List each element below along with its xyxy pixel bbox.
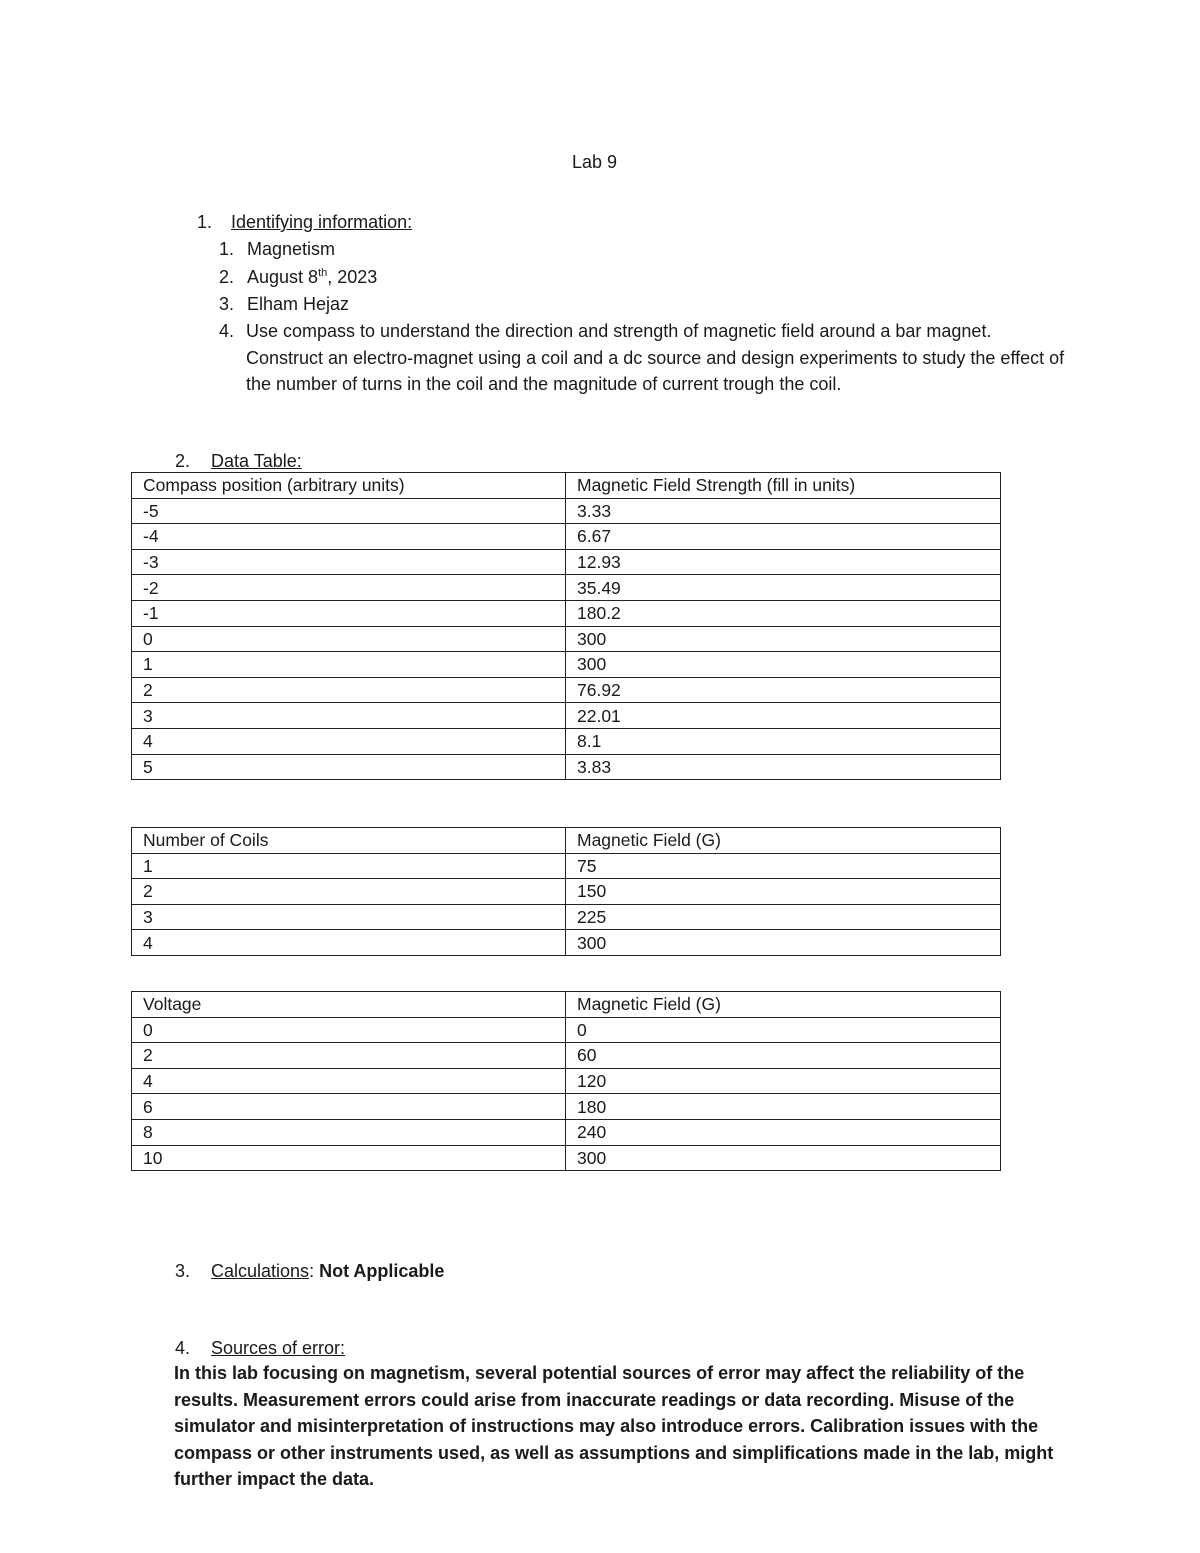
table-row (132, 1068, 1001, 1094)
table-header-cell: Magnetic Field Strength (fill in units) (566, 473, 1001, 499)
table-row (132, 904, 1001, 930)
list-item-number: 1. (219, 239, 235, 259)
table-cell: 0 (566, 1017, 1001, 1043)
section-colon: : (309, 1261, 315, 1281)
table-row (132, 549, 1001, 575)
table-cell: 2 (132, 1043, 566, 1069)
table-row (132, 1145, 1001, 1171)
date-text: August 8 (247, 267, 319, 287)
table-cell: 10 (132, 1145, 566, 1171)
table-header-row (132, 473, 1001, 499)
table-cell: 225 (566, 904, 1001, 930)
table-row (132, 652, 1001, 678)
list-item (219, 236, 335, 262)
table-cell: 0 (132, 1017, 566, 1043)
table-header-cell: Magnetic Field (G) (566, 992, 1001, 1018)
section-heading: Data Table: (211, 451, 302, 471)
table-row (132, 600, 1001, 626)
table-cell: 2 (132, 677, 566, 703)
table-cell: 150 (566, 879, 1001, 905)
table-cell: 75 (566, 853, 1001, 879)
table-row (132, 754, 1001, 780)
table-row (132, 1094, 1001, 1120)
section-heading: Calculations (211, 1261, 310, 1281)
table-row (132, 1043, 1001, 1069)
table-row (132, 524, 1001, 550)
table-row (132, 1017, 1001, 1043)
voltage-field-table (131, 991, 1001, 1171)
list-item-number: 2. (219, 267, 235, 287)
list-item-text: Magnetism (247, 239, 336, 259)
table-cell: 1 (132, 652, 566, 678)
table-cell: 76.92 (566, 677, 1001, 703)
section-calculations (175, 1258, 444, 1284)
date-tail: , 2023 (327, 267, 378, 287)
table-cell: -4 (132, 524, 566, 550)
section-errors-heading (175, 1335, 345, 1361)
table-cell: 8.1 (566, 728, 1001, 754)
table-cell: 60 (566, 1043, 1001, 1069)
section-number: 2. (175, 451, 191, 471)
page-title: Lab 9 (571, 152, 618, 172)
table-header-row (132, 828, 1001, 854)
table-cell: 180 (566, 1094, 1001, 1120)
table-row (132, 677, 1001, 703)
table-row (132, 575, 1001, 601)
section-number: 4. (175, 1338, 191, 1358)
table-cell: 300 (566, 930, 1001, 956)
table-cell: 300 (566, 1145, 1001, 1171)
table-cell: 35.49 (566, 575, 1001, 601)
table-cell: 180.2 (566, 600, 1001, 626)
table-cell: -3 (132, 549, 566, 575)
objective-paragraph: Use compass to understand the direction and strength of magnetic field around a bar magnet. Construct an electro-magnet using a coil and a dc source and design experiments to study the effect of the number of turns in the coil and the magnitude of current trough the coil. (246, 321, 1065, 394)
list-item-number: 3. (219, 294, 235, 314)
table-cell: -2 (132, 575, 566, 601)
table-cell: 6.67 (566, 524, 1001, 550)
calculations-value: Not Applicable (314, 1261, 445, 1281)
list-item-number: 4. (219, 321, 235, 341)
section-heading: Identifying information: (231, 212, 413, 232)
list-item-text: Elham Hejaz (247, 294, 350, 314)
table-cell: 5 (132, 754, 566, 780)
table-row (132, 930, 1001, 956)
section-number: 1. (197, 212, 213, 232)
table-cell: 1 (132, 853, 566, 879)
table-cell: 22.01 (566, 703, 1001, 729)
table-cell: 8 (132, 1119, 566, 1145)
list-item (219, 291, 349, 317)
table-header-cell: Number of Coils (132, 828, 566, 854)
coils-field-table (131, 827, 1001, 956)
section-identifying-heading (197, 209, 412, 235)
section-data-heading (175, 448, 302, 474)
table-cell: 3 (132, 703, 566, 729)
table-cell: 240 (566, 1119, 1001, 1145)
table-header-row (132, 992, 1001, 1018)
table-cell: 4 (132, 728, 566, 754)
table-cell: 3 (132, 904, 566, 930)
table-row (132, 879, 1001, 905)
table-cell: -1 (132, 600, 566, 626)
list-item (219, 264, 377, 290)
table-row (132, 703, 1001, 729)
table-cell: 4 (132, 1068, 566, 1094)
table-header-cell: Voltage (132, 992, 566, 1018)
table-cell: 4 (132, 930, 566, 956)
table-row (132, 853, 1001, 879)
table-header-cell: Compass position (arbitrary units) (132, 473, 566, 499)
table-cell: 0 (132, 626, 566, 652)
table-row (132, 498, 1001, 524)
table-cell: 2 (132, 879, 566, 905)
table-cell: 300 (566, 626, 1001, 652)
date-superscript: th (318, 267, 328, 279)
compass-field-table (131, 472, 1001, 780)
table-cell: 6 (132, 1094, 566, 1120)
table-cell: 12.93 (566, 549, 1001, 575)
table-cell: -5 (132, 498, 566, 524)
table-row (132, 1119, 1001, 1145)
section-number: 3. (175, 1261, 191, 1281)
table-cell: 3.83 (566, 754, 1001, 780)
table-cell: 120 (566, 1068, 1001, 1094)
table-row (132, 626, 1001, 652)
table-cell: 3.33 (566, 498, 1001, 524)
table-row (132, 728, 1001, 754)
errors-paragraph: In this lab focusing on magnetism, several potential sources of error may affect the reliability of the results. Measurement errors could arise from inaccurate readings or data recording. Misuse of the simulator and misinterpretation of instructions may also introduce errors. Calibration issues with the compass or other instruments used, as well as assumptions and simplifications made in the lab, might further impact the data. (174, 1363, 1054, 1489)
section-heading: Sources of error: (211, 1338, 346, 1358)
table-cell: 300 (566, 652, 1001, 678)
table-header-cell: Magnetic Field (G) (566, 828, 1001, 854)
